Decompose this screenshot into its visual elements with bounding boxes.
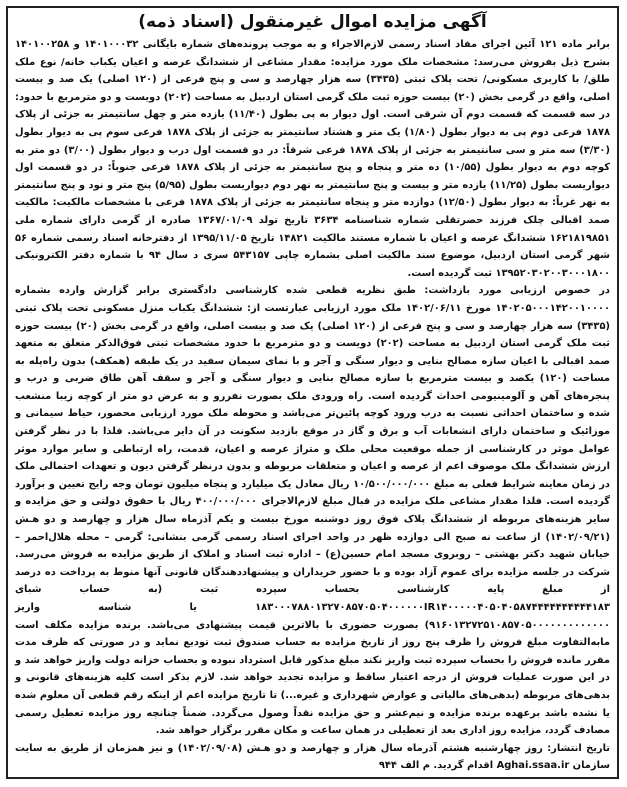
publish-text: تاریخ انتشار: روز چهارشنبه هشتم آذرماه سال هزار و چهارصد و دو هـش (۱۴۰۲/۰۹/۰۸) و نیز همزمان از طریق به سایت سازمان Aghai.ssaa.ir اقدام گردید. — [15, 742, 611, 772]
notice-frame — [6, 6, 619, 779]
intro-paragraph — [15, 36, 610, 282]
intro-text: برابر ماده ۱۲۱ آئین اجرای مفاد اسناد رسمی لازم‌الاجراء و به موجب پرونده‌های شماره بایگانی ۱۴۰۱۰۰۰۳۲ و ۱۴۰۱۰۰۲۵۸ بشرح ذیل بفروش می‌رسد: — [15, 39, 610, 68]
notice-title: آگهی مزایده اموال غیرمنقول (اسناد ذمه) — [138, 12, 487, 32]
reference-code: م الف ۹۴۴ — [378, 760, 430, 772]
publish-paragraph — [15, 740, 610, 775]
spec-text: مقدار مشاعی از ششدانگ عرصه و اعیان یکباب خانه/ نوع ملک طلق/ با کاربری مسکونی/ تحت پلاک ثبتی (۳۴۳۵) سه هزار چهارصد و سی و پنج فرعی از (۱۲۰ اصلی) یک صد و بیست اصلی، واقع در گرمی بخش (۲۰) بیست حوزه ثبت ملک گرمی استان اردبیل به مساحت (۲۰۲) دویست و دو مترمربع با حدود: در سه قسمت که قسمت دوم آن شرقی است. اول دیوار به پی بطول (۱۱/۴۰) یازده متر و چهل سانتیمتر به جزئی از پلاک ۱۸۷۸ فرعی دوم پی به دیوار بطول (۱/۸۰) یک متر و هشتاد سانتیمتر به جزئی از پلاک ۱۸۷۸ فرعی سوم پی به دیوار بطول (۳/۳۰) سه متر و سی سانتیمتر به جزئی از پلاک ۱۸۷۸ فرعی شرقاً: در دو قسمت اول درب و دیوار بطول (۳/۰۰) دو متر به کوچه دوم به دیوار بطول (۱۰/۵۵) ده متر و پنجاه و پنج سانتیمتر به جزئی از پلاک ۱۸۷۸ فرعی جنوباً: در دو قسمت اول دیواریست بطول (۱۱/۲۵) یازده متر و بیست و پنج سانتیمتر به نهر دوم دیواریست بطول (۵/۹۵) پنج متر و نود و پنج سانتیمتر به نهر غرباً: به دیوار بطول (۱۲/۵۰) دوازده متر و پنجاه سانتیمتر به جزئی از پلاک ۱۸۷۸ فرعی با مشخصات مالکیت: مالکیت صمد اقبالی چلک فرزند حضرتقلی شماره شناسنامه ۳۶۳۴ تاریخ تولد ۱۳۶۷/۰۱/۰۹ صادره از گرمی دارای شماره ملی ۱۶۲۱۸۱۹۸۵۱ ششدانگ عرصه و اعیان با شماره مستند مالکیت ۱۴۸۲۱ تاریخ ۱۳۹۵/۱۱/۰۵ از دفترخانه اسناد رسمی شماره ۵۶ شهر گرمی استان اردبیل، موضوع سند مالکیت اصلی بشماره چاپی ۵۴۳۱۵۷ سری د سال ۹۴ با شماره دفتر الکترونیکی ۱۳۹۵۲۰۳۰۲۰۰۳۰۰۰۱۸۰۰ ثبت گردیده است. — [15, 56, 611, 279]
spec-heading: مشخصات ملک مورد مزایده: — [330, 56, 470, 68]
appraisal-paragraph: در خصوص ارزیابی مورد بازداشت: طبق نظریه قطعی شده کارشناسی دادگستری برابر گزارش وارده بشماره ۱۴۰۲۰۵۰۰۰۱۴۲۰۰۱۰۰۰۰ مورخ ۱۴۰۲/۰۶/۱۱ ملک مورد ارزیابی عبارتست از: ششدانگ یکباب منزل مسکونی تحت پلاک ثبتی (۳۴۳۵) سه هزار چهارصد و سی و پنج فرعی از (۱۲۰ اصلی) یک صد و بیست اصلی، واقع در گرمی بخش (۲۰) بیست حوزه ثبت ملک گرمی استان اردبیل به مساحت (۲۰۲) دویست و دو مترمربع با حدود مشخصات ثبتی فوق‌الذکر متعلق به متعهد صمد اقبالی با اعیان سازه مصالح بنایی و دیوار سنگی و آجر و با نمای سیمان سفید در یک طبقه (همکف) بدون راه‌پله به مساحت (۱۲۰) یکصد و بیست مترمربع با سازه مصالح بنایی و دیوار سنگی و آجر و سقف آهن طاق ضربی و درب و پنجره‌های آهن و آلومینیومی احداث گردیده است. راه ورودی ملک بصورت نفررو و به عرض دو متر از کوچه زیبا منشعب شده و ساختمان احداثی نسبت به درب ورود کوچه پائین‌تر می‌باشد و محوطه ملک مورد ارزیابی محصور، حیاط سیمانی و موزائیک و ساختمان دارای انشعابات آب و برق و گاز در موقع بازدید سکونت در آن دایر می‌باشد. فلذا با در نظر گرفتن عوامل موثر در کارشناسی از جمله موقعیت محلی ملک و متراژ عرصه و اعیان، قدمت، راه ارتباطی و سایر موارد موثر ارزش ششدانگ ملک موصوف اعم از عرصه و اعیان و متعلقات مربوطه و بدون درنظر گرفتن دیون و تعهدات احتمالی ملک در زمان معاینه شرایط فعلی به مبلغ ۱۰/۵۰۰/۰۰۰/۰۰۰ ریال معادل یک میلیارد و پنجاه میلیون تومان وجه رایج تعیین و برآورد گردیده است. فلذا مقدار مشاعی ملک مزایده در قبال مبلغ لازم‌الاجرای ۴۰۰/۰۰۰/۰۰۰ ریال با حقوق دولتی و حق مزایده و سایر هزینه‌های مربوطه از ششدانگ پلاک فوق روز دوشنبه مورخ بیست و یکم آذرماه سال هزار و چهارصد و دو هـش (۱۴۰۲/۰۹/۲۱) از ساعت نه صبح الی دوازده ظهر در واحد اجرای اسناد رسمی گرمی بنشانی: گرمی – محله هلال‌احمر – خیابان شهید دکتر بهشتی – روبروی مسجد امام حسین(ع) – اداره ثبت اسناد و املاک از طریق مزایده به فروش می‌رسد. شرکت در جلسه مزایده برای عموم آزاد بوده و با حضور خریداران و پیشنهاددهندگان قانونی آنها منوط به پرداخت ده درصد از مبلغ پایه کارشناسی بحساب سپرده ثبت (به حساب شبای ۱۸۳۰۰۰۷۸۸۰۱۳۲۷۰۸۵۷۰۵۰۴۰۰۰۰۰۰IR۱۴۰۰۰۰۰۴۰۵۰۴۰۵۸۷۴۴۴۴۴۴۴۴۴۴۱۸۳ یا شناسه واریز ۹۱۶۰۱۳۲۷۲۵۱۰۸۵۷۰۵۰۰۰۰۰۰۰۰۰۰۰۰۰) بصورت حضوری با بالاترین قیمت پیشنهادی می‌باشد. برنده مزایده مکلف است مابه‌التفاوت مبلغ فروش را ظرف پنج روز از تاریخ مزایده به حساب صندوق ثبت تودیع نماید و در صورتی که ظرف مدت مقرر مانده فروش را بحساب سپرده ثبت واریز نکند مبلغ مذکور قابل استرداد نبوده و بحساب خزانه دولت واریز خواهد شد و در این صورت عملیات فروش از درجه اعتبار ساقط و مزایده تجدید خواهد شد. لازم بذکر است کلیه هزینه‌های قانونی و بدهی‌های مربوطه (بدهی‌های مالیاتی و عوارض شهرداری و غیره...) تا تاریخ مزایده اعم از اینکه رقم قطعی آن معلوم شده یا نشده باشد برعهده برنده مزایده و نیم‌عشر و حق مزایده نقداً وصول می‌گردد. ضمناً چنانچه روز مزایده تعطیل رسمی مصادف گردد، مزایده روز اداری بعد از تعطیلی در همان ساعت و مکان مقرر برگزار خواهد شد. — [15, 285, 610, 737]
notice-body — [15, 36, 610, 775]
